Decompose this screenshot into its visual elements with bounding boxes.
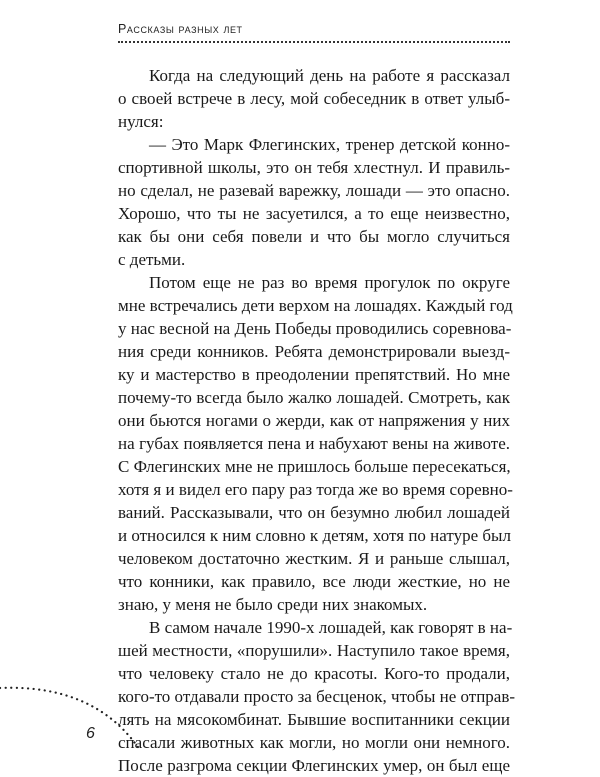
text-line: на губах появляется пена и набухают вены на животе.: [118, 434, 510, 453]
text-line: что человеку стало не до красоты. Кого-то продали,: [118, 664, 510, 683]
text-line: и относился к ним словно к детям, хотя по натуре был: [118, 526, 511, 545]
running-head: Рассказы разных лет: [118, 22, 243, 36]
text-line: о своей встрече в лесу, мой собеседник в ответ улыб-: [118, 89, 510, 108]
dotted-rule: [118, 41, 510, 43]
text-line: знаю, у меня не было среди них знакомых.: [118, 595, 428, 614]
text-line: спортивной школы, это он тебя хлестнул. И правиль-: [118, 158, 510, 177]
text-line: — Это Марк Флегинских, тренер детской конно-: [149, 135, 510, 154]
page-number: 6: [86, 725, 95, 742]
text-line: хотя я и видел его пару раз тогда же во время соревно-: [118, 480, 513, 499]
decorative-dotted-arc: [0, 680, 160, 750]
text-line: ваний. Рассказывали, что он безумно любил лошадей: [118, 503, 510, 522]
text-line: как бы они себя повели и что бы могло случиться: [118, 227, 510, 246]
text-line: ния среди конников. Ребята демонстрировали выезд-: [118, 342, 510, 361]
text-line: но сделал, не разевай варежку, лошади — это опасно.: [118, 181, 510, 200]
text-line: Когда на следующий день на работе я рассказал: [149, 66, 510, 85]
page-header: [118, 22, 510, 48]
text-line: кого-то отдавали просто за бесценок, чтобы не отправ-: [118, 687, 516, 706]
text-line: спасали животных как могли, но могли они немного.: [118, 733, 510, 752]
text-line: С Флегинских мне не пришлось больше пересекаться,: [118, 457, 511, 476]
text-line: ку и мастерство в преодолении препятствий. Но мне: [118, 365, 510, 384]
text-line: у нас весной на День Победы проводились соревнова-: [118, 319, 512, 338]
text-line: лять на мясокомбинат. Бывшие воспитанники секции: [118, 710, 510, 729]
text-line: В самом начале 1990-х лошадей, как говорят в на-: [149, 618, 513, 637]
text-line: человеком достаточно жестким. Я и раньше слышал,: [118, 549, 510, 568]
text-line: После разгрома секции Флегинских умер, он был еще: [118, 756, 510, 775]
text-line: они бьются ногами о жерди, как от напряжения у них: [118, 411, 510, 430]
text-line: почему-то всегда было жалко лошадей. Смотреть, как: [118, 388, 510, 407]
text-line: нулся:: [118, 112, 164, 131]
text-line: что конники, как правило, все люди жесткие, но не: [118, 572, 510, 591]
text-line: Хорошо, что ты не засуетился, а то еще неизвестно,: [118, 204, 510, 223]
body-text: [118, 64, 516, 777]
text-line: Потом еще не раз во время прогулок по округе: [149, 273, 510, 292]
text-line: с детьми.: [118, 250, 186, 269]
text-line: шей местности, «порушили». Наступило такое время,: [118, 641, 510, 660]
text-line: мне встречались дети верхом на лошадях. Каждый год: [118, 296, 513, 315]
